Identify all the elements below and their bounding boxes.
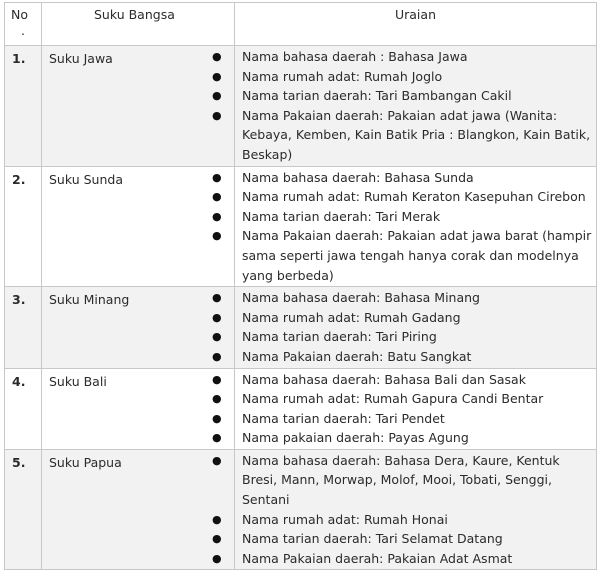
header-suku-bangsa: Suku Bangsa bbox=[42, 3, 235, 46]
list-item bbox=[212, 389, 592, 409]
uraian-cell bbox=[212, 46, 597, 167]
table-row bbox=[5, 46, 597, 167]
uraian-cell bbox=[212, 449, 597, 570]
uraian-list bbox=[212, 168, 592, 286]
uraian-cell bbox=[212, 166, 597, 287]
uraian-list bbox=[212, 288, 592, 366]
list-item-text: Nama rumah adat: Rumah Honai bbox=[242, 511, 448, 527]
list-item-text: Nama rumah adat: Rumah Keraton Kasepuhan Cirebon bbox=[242, 189, 586, 205]
uraian-list bbox=[212, 370, 592, 448]
bullet-icon: ● bbox=[212, 209, 222, 223]
list-item bbox=[212, 47, 592, 67]
list-item-text: Nama Pakaian daerah: Pakaian adat jawa barat (hampir sama seperti jawa tengah hanya corak dan modelnya yang berbeda) bbox=[242, 228, 592, 283]
table-row bbox=[5, 449, 597, 570]
list-item bbox=[212, 549, 592, 569]
list-item-text: Nama bahasa daerah: Bahasa Dera, Kaure, Kentuk Bresi, Mann, Morwap, Molof, Mooi, Tobati, Senggi, Sentani bbox=[242, 452, 560, 508]
table-row bbox=[5, 287, 597, 368]
list-item-text: Nama tarian daerah: Tari Bambangan Cakil bbox=[242, 88, 512, 104]
header-uraian: Uraian bbox=[235, 3, 597, 46]
bullet-icon: ● bbox=[212, 411, 222, 425]
bullet-icon: ● bbox=[212, 453, 222, 467]
uraian-list bbox=[212, 451, 592, 569]
list-item bbox=[212, 168, 592, 188]
table-row bbox=[5, 368, 597, 449]
row-number: 4. bbox=[5, 368, 42, 449]
bullet-icon: ● bbox=[212, 89, 222, 103]
list-item bbox=[212, 187, 592, 207]
list-item bbox=[212, 327, 592, 347]
bullet-icon: ● bbox=[212, 190, 222, 204]
list-item-text: Nama bahasa daerah: Bahasa Sunda bbox=[242, 169, 474, 185]
bullet-icon: ● bbox=[212, 50, 222, 63]
list-item-text: Nama tarian daerah: Tari Pendet bbox=[242, 410, 445, 426]
list-item bbox=[212, 451, 592, 510]
list-item-text: Nama bahasa daerah: Bahasa Bali dan Sasak bbox=[242, 371, 526, 387]
list-item bbox=[212, 288, 592, 308]
list-item bbox=[212, 370, 592, 390]
row-number: 3. bbox=[5, 287, 42, 368]
list-item-text: Nama tarian daerah: Tari Selamat Datang bbox=[242, 531, 503, 547]
uraian-cell bbox=[212, 368, 597, 449]
bullet-icon: ● bbox=[212, 532, 222, 546]
suku-bangsa-name: Suku Bali bbox=[42, 368, 235, 449]
list-item-text: Nama bahasa daerah : Bahasa Jawa bbox=[242, 49, 468, 64]
list-item-text: Nama pakaian daerah: Payas Agung bbox=[242, 430, 469, 446]
suku-bangsa-table bbox=[4, 2, 597, 570]
suku-bangsa-name: Suku Minang bbox=[42, 287, 235, 368]
list-item-text: Nama bahasa daerah: Bahasa Minang bbox=[242, 290, 480, 306]
list-item bbox=[212, 428, 592, 448]
list-item bbox=[212, 510, 592, 530]
bullet-icon: ● bbox=[212, 512, 222, 526]
bullet-icon: ● bbox=[212, 431, 222, 445]
row-number: 1. bbox=[5, 46, 42, 167]
list-item-text: Nama Pakaian daerah: Pakaian Adat Asmat bbox=[242, 550, 513, 566]
suku-bangsa-name: Suku Sunda bbox=[42, 166, 235, 287]
list-item-text: Nama Pakaian daerah: Pakaian adat jawa (Wanita: Kebaya, Kemben, Kain Batik Pria : Blangkon, Kain Batik, Beskap) bbox=[242, 107, 591, 162]
bullet-icon: ● bbox=[212, 392, 222, 406]
table-body bbox=[5, 46, 597, 570]
header-no-dot: . bbox=[21, 23, 25, 38]
row-number: 2. bbox=[5, 166, 42, 287]
list-item bbox=[212, 226, 592, 285]
uraian-list bbox=[212, 47, 592, 165]
suku-bangsa-name: Suku Papua bbox=[42, 449, 235, 570]
bullet-icon: ● bbox=[212, 170, 222, 184]
header-no-label: No bbox=[11, 7, 28, 22]
list-item-text: Nama Pakaian daerah: Batu Sangkat bbox=[242, 348, 472, 364]
bullet-icon: ● bbox=[212, 551, 222, 565]
bullet-icon: ● bbox=[212, 229, 222, 243]
bullet-icon: ● bbox=[212, 69, 222, 83]
uraian-cell bbox=[212, 287, 597, 368]
list-item bbox=[212, 409, 592, 429]
list-item bbox=[212, 106, 592, 165]
bullet-icon: ● bbox=[212, 291, 222, 305]
header-no bbox=[5, 3, 42, 46]
row-number: 5. bbox=[5, 449, 42, 570]
bullet-icon: ● bbox=[212, 310, 222, 324]
list-item-text: Nama rumah adat: Rumah Gapura Candi Bentar bbox=[242, 391, 544, 407]
list-item bbox=[212, 207, 592, 227]
list-item bbox=[212, 308, 592, 328]
suku-bangsa-name: Suku Jawa bbox=[42, 46, 235, 167]
document-page bbox=[4, 2, 597, 570]
table-row bbox=[5, 166, 597, 287]
bullet-icon: ● bbox=[212, 349, 222, 363]
bullet-icon: ● bbox=[212, 372, 222, 386]
list-item-text: Nama rumah adat: Rumah Gadang bbox=[242, 309, 461, 325]
list-item-text: Nama tarian daerah: Tari Merak bbox=[242, 208, 441, 224]
list-item-text: Nama rumah adat: Rumah Joglo bbox=[242, 68, 443, 84]
table-header-row bbox=[5, 3, 597, 46]
list-item bbox=[212, 86, 592, 106]
bullet-icon: ● bbox=[212, 108, 222, 122]
bullet-icon: ● bbox=[212, 330, 222, 344]
list-item bbox=[212, 67, 592, 87]
list-item-text: Nama tarian daerah: Tari Piring bbox=[242, 329, 437, 345]
list-item bbox=[212, 347, 592, 367]
list-item bbox=[212, 529, 592, 549]
